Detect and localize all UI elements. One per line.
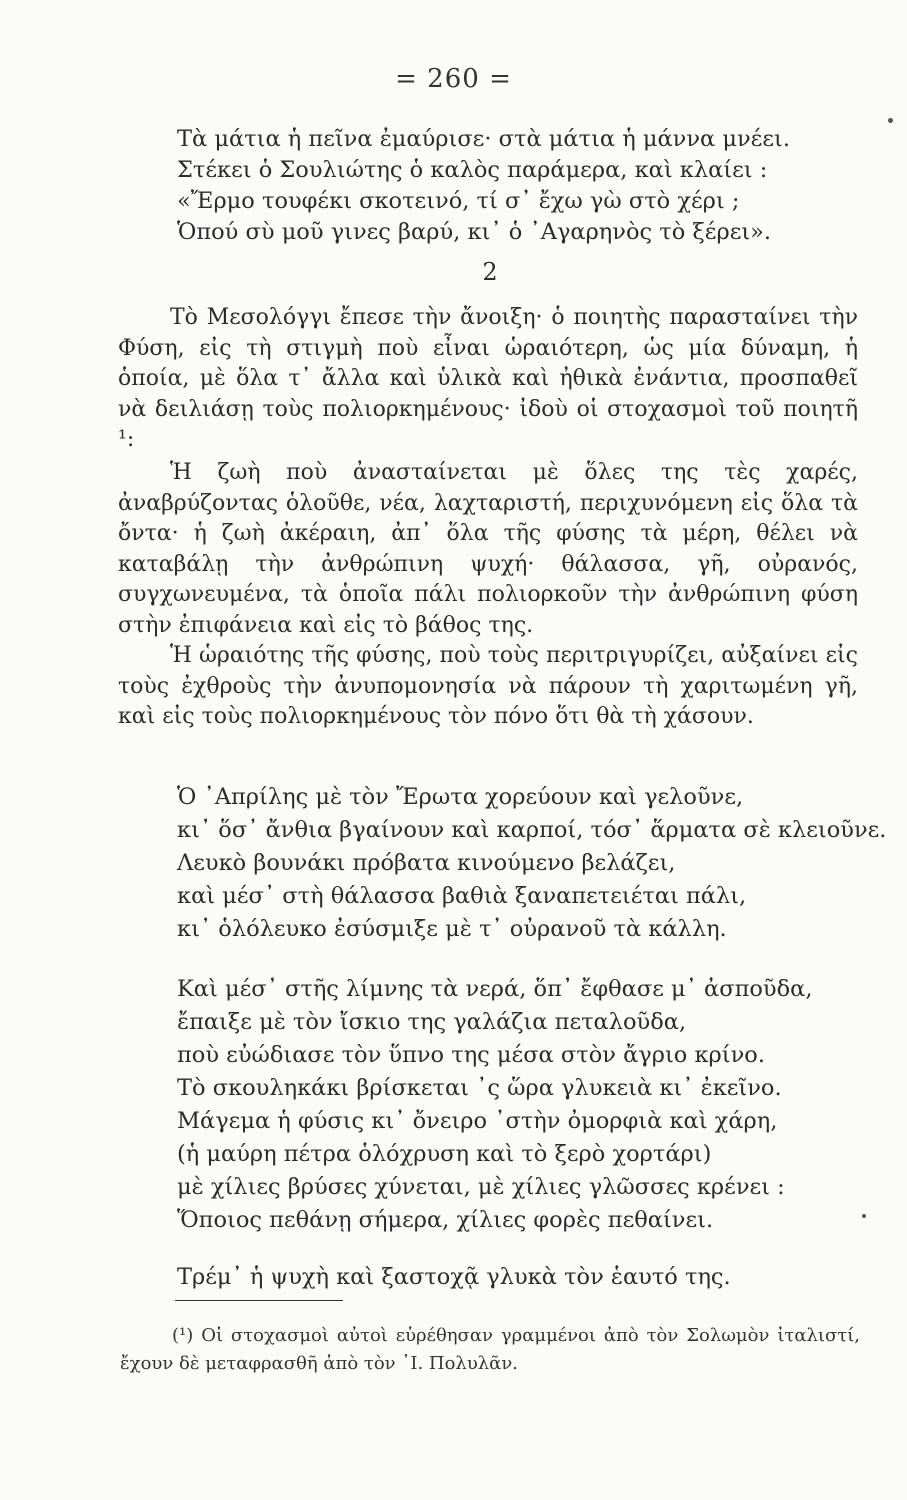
print-speck — [862, 1214, 866, 1218]
verse-line: «Ἔρμο τουφέκι σκοτεινό, τί σ᾿ ἔχω γὼ στὸ χέρι ; — [177, 188, 740, 214]
verse-line: (ἡ μαύρη πέτρα ὁλόχρυση καὶ τὸ ξερὸ χορτάρι) — [177, 1141, 712, 1167]
section-number: 2 — [482, 258, 498, 286]
page-number: = 260 = — [395, 64, 512, 94]
verse-line: Λευκὸ βουνάκι πρόβατα κινούμενο βελάζει, — [177, 850, 676, 876]
paragraph: Τὸ Μεσολόγγι ἔπεσε τὴν ἄνοιξη· ὁ ποιητὴς παρασταίνει τὴν Φύση, εἰς τὴ στιγμὴ ποὺ εἶναι ὡραιότερη, ὡς μία δύναμη, ἡ ὁποία, μὲ ὅλα τ᾿ ἄλλα καὶ ὑλικὰ καὶ ἠθικὰ ἐνάντια, προσπαθεῖ νὰ δειλιάσῃ τοὺς πολιορκημένους· ἰδοὺ οἱ στοχασμοὶ τοῦ ποιητῆ ¹: — [118, 305, 858, 452]
prose-intro — [118, 303, 858, 456]
verse-line: Τὸ σκουληκάκι βρίσκεται ᾿ς ὥρα γλυκειὰ κι᾿ ἐκεῖνο. — [177, 1075, 782, 1101]
verse-line: Μάγεμα ἡ φύσις κι᾿ ὄνειρο ᾿στὴν ὀμορφιὰ καὶ χάρη, — [177, 1108, 778, 1134]
closing-verse: Τρέμ᾿ ἡ ψυχὴ καὶ ξαστοχᾷ γλυκὰ τὸν ἑαυτό της. — [177, 1264, 731, 1290]
footnote-rule — [175, 1300, 343, 1301]
verse-line: Καὶ μέσ᾿ στῆς λίμνης τὰ νερά, ὅπ᾿ ἔφθασε μ᾿ ἀσποῦδα, — [177, 976, 813, 1002]
paragraph: Ἡ ὡραιότης τῆς φύσης, ποὺ τοὺς περιτριγυρίζει, αὐξαίνει εἰς τοὺς ἐχθροὺς τὴν ἀνυπομονησία νὰ πάρουν τὴ χαριτωμένη γῆ, καὶ εἰς τοὺς πολιορκημένους τὸν πόνο ὅτι θὰ τὴ χάσουν. — [118, 643, 858, 729]
verse-line: Ὁπού σὺ μοῦ γινες βαρύ, κι᾿ ὁ ᾿Αγαρηνὸς τὸ ξέρει». — [177, 219, 772, 245]
verse-line: Τὰ μάτια ἡ πεῖνα ἐμαύρισε· στὰ μάτια ἡ μάννα μνέει. — [177, 126, 790, 152]
print-speck — [888, 118, 893, 123]
paragraph: Ἡ ζωὴ ποὺ ἀνασταίνεται μὲ ὅλες της τὲς χαρές, ἀναβρύζοντας ὁλοῦθε, νέα, λαχταριστή, περιχυνόμενη εἰς ὅλα τὰ ὄντα· ἡ ζωὴ ἀκέραιη, ἀπ᾿ ὅλα τῆς φύσης τὰ μέρη, θέλει νὰ καταβάλῃ τὴν ἀνθρώπινη ψυχή· θάλασσα, γῆ, οὐρανός, συγχωνευμένα, τὰ ὁποῖα πάλι πολιορκοῦν τὴν ἀνθρώπινη φύση στὴν ἐπιφάνεια καὶ εἰς τὸ βάθος της. — [118, 460, 858, 638]
verse-line: ποὺ εὐώδιασε τὸν ὕπνο της μέσα στὸν ἄγριο κρίνο. — [177, 1042, 765, 1068]
verse-line: Ὁ ᾿Απρίλης μὲ τὸν Ἔρωτα χορεύουν καὶ γελοῦνε, — [177, 784, 744, 810]
footnote: (¹) Οἱ στοχασμοὶ αὐτοὶ εὑρέθησαν γραμμένοι ἀπὸ τὸν Σολωμὸν ἰταλιστί, ἔχουν δὲ μεταφρασθῆ ἀπὸ τὸν ᾿Ι. Πολυλᾶν. — [120, 1325, 860, 1374]
verse-line: μὲ χίλιες βρύσες χύνεται, μὲ χίλιες γλῶσσες κρένει : — [177, 1174, 785, 1200]
prose-thoughts — [118, 458, 858, 733]
verse-line: κι᾿ ὅσ᾿ ἄνθια βγαίνουν καὶ καρποί, τόσ᾿ ἅρματα σὲ κλειοῦνε. — [177, 817, 887, 843]
verse-line: ἔπαιξε μὲ τὸν ἴσκιο της γαλάζια πεταλοῦδα, — [177, 1009, 687, 1035]
verse-line: Ὅποιος πεθάνῃ σήμερα, χίλιες φορὲς πεθαίνει. — [177, 1207, 714, 1233]
verse-line: Στέκει ὁ Σουλιώτης ὁ καλὸς παράμερα, καὶ κλαίει : — [177, 157, 768, 183]
verse-line: καὶ μέσ᾿ στὴ θάλασσα βαθιὰ ξαναπετειέται πάλι, — [177, 883, 747, 909]
verse-line: κι᾿ ὁλόλευκο ἐσύσμιξε μὲ τ᾿ οὐρανοῦ τὰ κάλλη. — [177, 916, 727, 942]
